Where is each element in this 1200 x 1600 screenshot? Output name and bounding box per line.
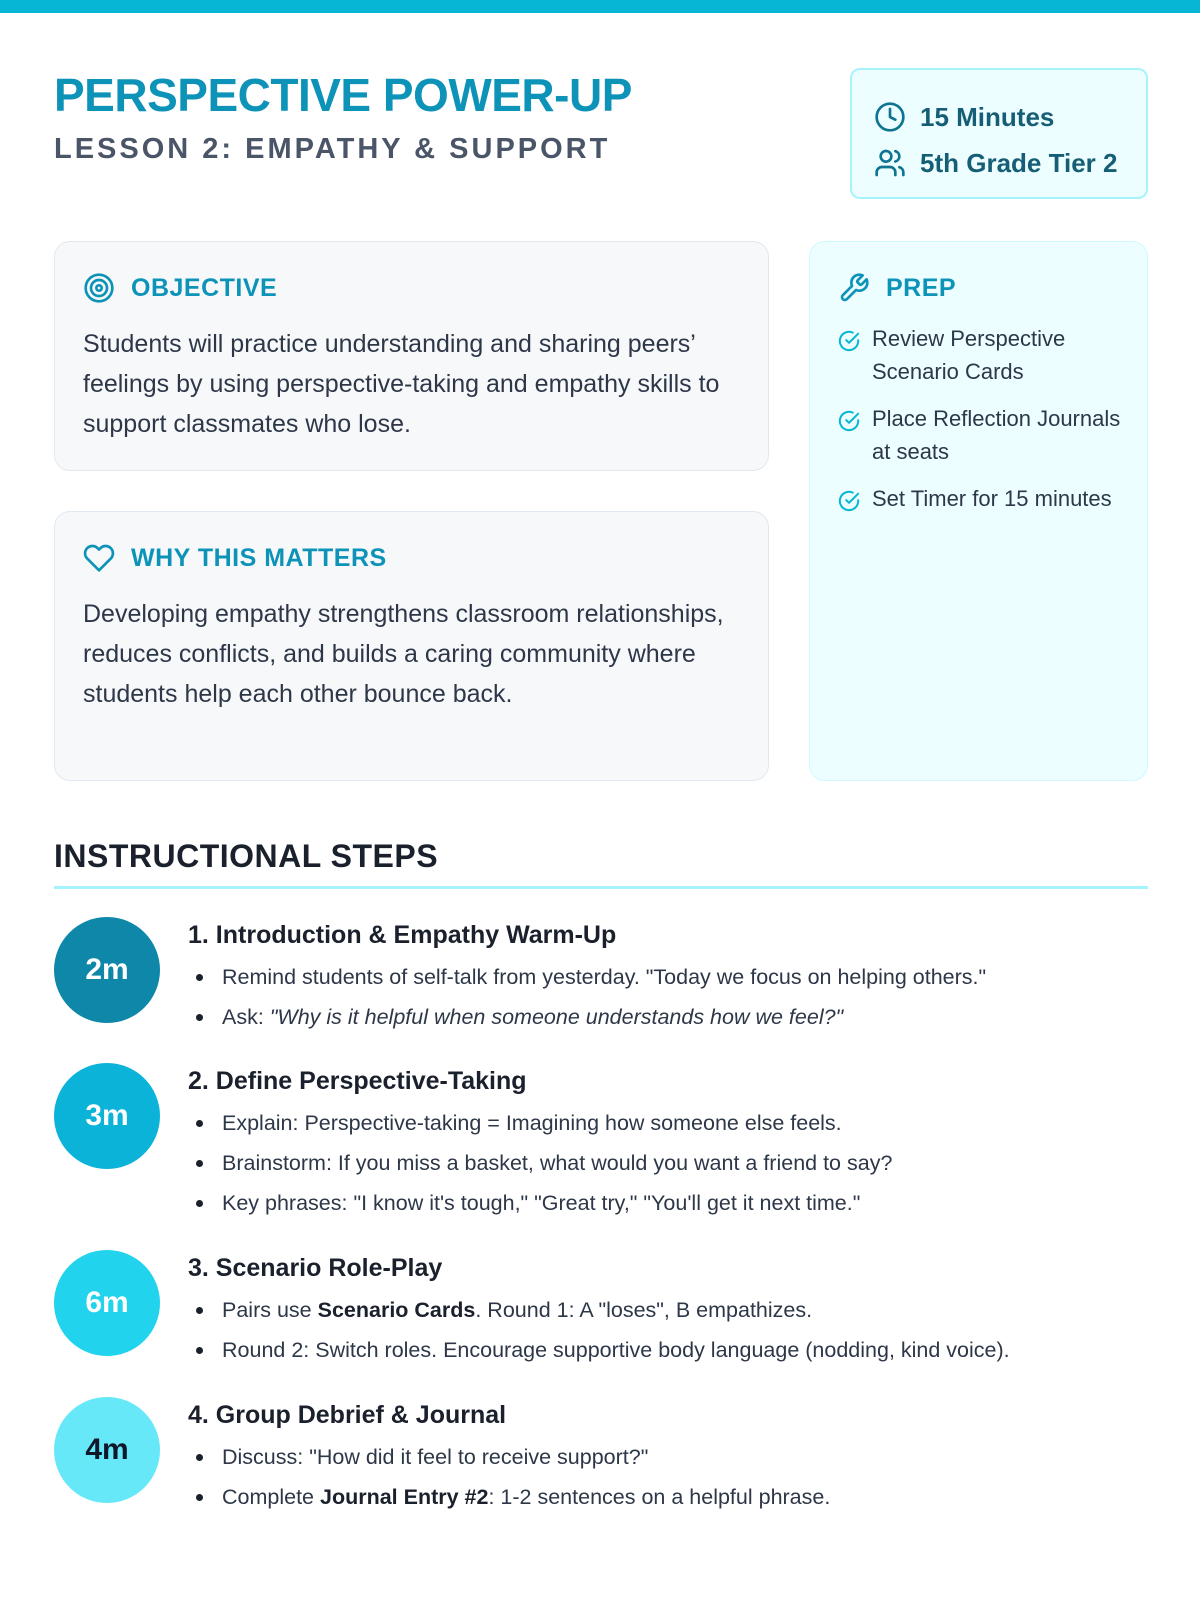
prep-heading: PREP <box>886 273 957 302</box>
step-bullet <box>188 1477 1148 1517</box>
step-bullet <box>188 1143 1148 1183</box>
step-bullet <box>188 1103 1148 1143</box>
top-accent-bar <box>0 0 1200 13</box>
users-icon <box>874 147 906 179</box>
step-bullet <box>188 997 1148 1037</box>
grade-row <box>874 140 1146 186</box>
check-circle-icon <box>838 410 860 432</box>
why-heading: WHY THIS MATTERS <box>131 543 387 572</box>
why-card <box>54 511 769 781</box>
prep-item <box>838 482 1123 515</box>
target-icon <box>83 272 115 304</box>
grade-text: 5th Grade Tier 2 <box>920 147 1118 178</box>
check-circle-icon <box>838 490 860 512</box>
bullet-question: "Why is it helpful when someone understands how we feel?" <box>269 1005 844 1029</box>
prep-item-text: Set Timer for 15 minutes <box>872 486 1112 511</box>
step-title: 3. Scenario Role-Play <box>188 1254 443 1282</box>
bullet-text: Remind students of self-talk from yesterday. "Today we focus on helping others." <box>222 965 987 989</box>
step-bullet <box>188 1290 1148 1330</box>
step-time-badge: 6m <box>54 1250 160 1356</box>
why-text: Developing empathy strengthens classroom relationships, reduces conflicts, and builds a caring community where students help each other bounce back. <box>83 600 724 708</box>
step-bullet <box>188 1183 1148 1223</box>
prep-header <box>838 272 1123 304</box>
why-header <box>83 542 740 574</box>
wrench-icon <box>838 272 870 304</box>
bullet-prefix: Ask: <box>222 1005 270 1029</box>
step-title: 1. Introduction & Empathy Warm-Up <box>188 921 617 949</box>
step-bullet <box>188 1330 1148 1370</box>
objective-card <box>54 241 769 471</box>
prep-card <box>809 241 1148 781</box>
duration-text: 15 Minutes <box>920 101 1055 132</box>
instructional-steps-title: INSTRUCTIONAL STEPS <box>54 838 439 874</box>
bullet-prefix: Pairs use <box>222 1298 318 1322</box>
bullet-bold: Journal Entry #2 <box>320 1485 489 1509</box>
objective-heading: OBJECTIVE <box>131 273 278 302</box>
objective-text: Students will practice understanding and sharing peers’ feelings by using perspective-taking and empathy skills to support classmates who lose. <box>83 330 720 438</box>
duration-row <box>874 94 1146 140</box>
bullet-text: Round 2: Switch roles. Encourage supportive body language (nodding, kind voice). <box>222 1338 1010 1362</box>
prep-item-text: Place Reflection Journals at seats <box>872 406 1121 464</box>
step-time-badge: 2m <box>54 917 160 1023</box>
step-bullet <box>188 1437 1148 1477</box>
prep-item <box>838 322 1123 388</box>
step-content <box>188 1250 1148 1370</box>
prep-item-text: Review Perspective Scenario Cards <box>872 326 1066 384</box>
step-time-badge: 4m <box>54 1397 160 1503</box>
step-title: 2. Define Perspective-Taking <box>188 1067 527 1095</box>
clock-icon <box>874 101 906 133</box>
page-title: PERSPECTIVE POWER-UP <box>54 69 632 121</box>
step-time-badge: 3m <box>54 1063 160 1169</box>
bullet-text: Explain: Perspective-taking = Imagining how someone else feels. <box>222 1111 842 1135</box>
step-title: 4. Group Debrief & Journal <box>188 1401 507 1429</box>
step-bullet <box>188 957 1148 997</box>
step-content <box>188 917 1148 1037</box>
step-content <box>188 1063 1148 1223</box>
step-content <box>188 1397 1148 1517</box>
step-bullets <box>188 1290 1148 1370</box>
bullet-prefix: Complete <box>222 1485 320 1509</box>
prep-item <box>838 402 1123 468</box>
section-divider <box>54 886 1148 889</box>
header <box>54 70 632 166</box>
step-bullets <box>188 1103 1148 1223</box>
check-circle-icon <box>838 330 860 352</box>
objective-header <box>83 272 740 304</box>
prep-checklist <box>838 322 1123 515</box>
lesson-meta-box <box>850 68 1148 199</box>
step-bullets <box>188 1437 1148 1517</box>
bullet-suffix: : 1-2 sentences on a helpful phrase. <box>488 1485 831 1509</box>
lesson-subtitle: LESSON 2: EMPATHY & SUPPORT <box>54 132 611 165</box>
bullet-text: Key phrases: "I know it's tough," "Great try," "You'll get it next time." <box>222 1191 861 1215</box>
bullet-suffix: . Round 1: A "loses", B empathizes. <box>475 1298 813 1322</box>
bullet-bold: Scenario Cards <box>317 1298 476 1322</box>
step-bullets <box>188 957 1148 1037</box>
heart-icon <box>83 542 115 574</box>
bullet-text: Discuss: "How did it feel to receive support?" <box>222 1445 649 1469</box>
bullet-text: Brainstorm: If you miss a basket, what would you want a friend to say? <box>222 1151 893 1175</box>
